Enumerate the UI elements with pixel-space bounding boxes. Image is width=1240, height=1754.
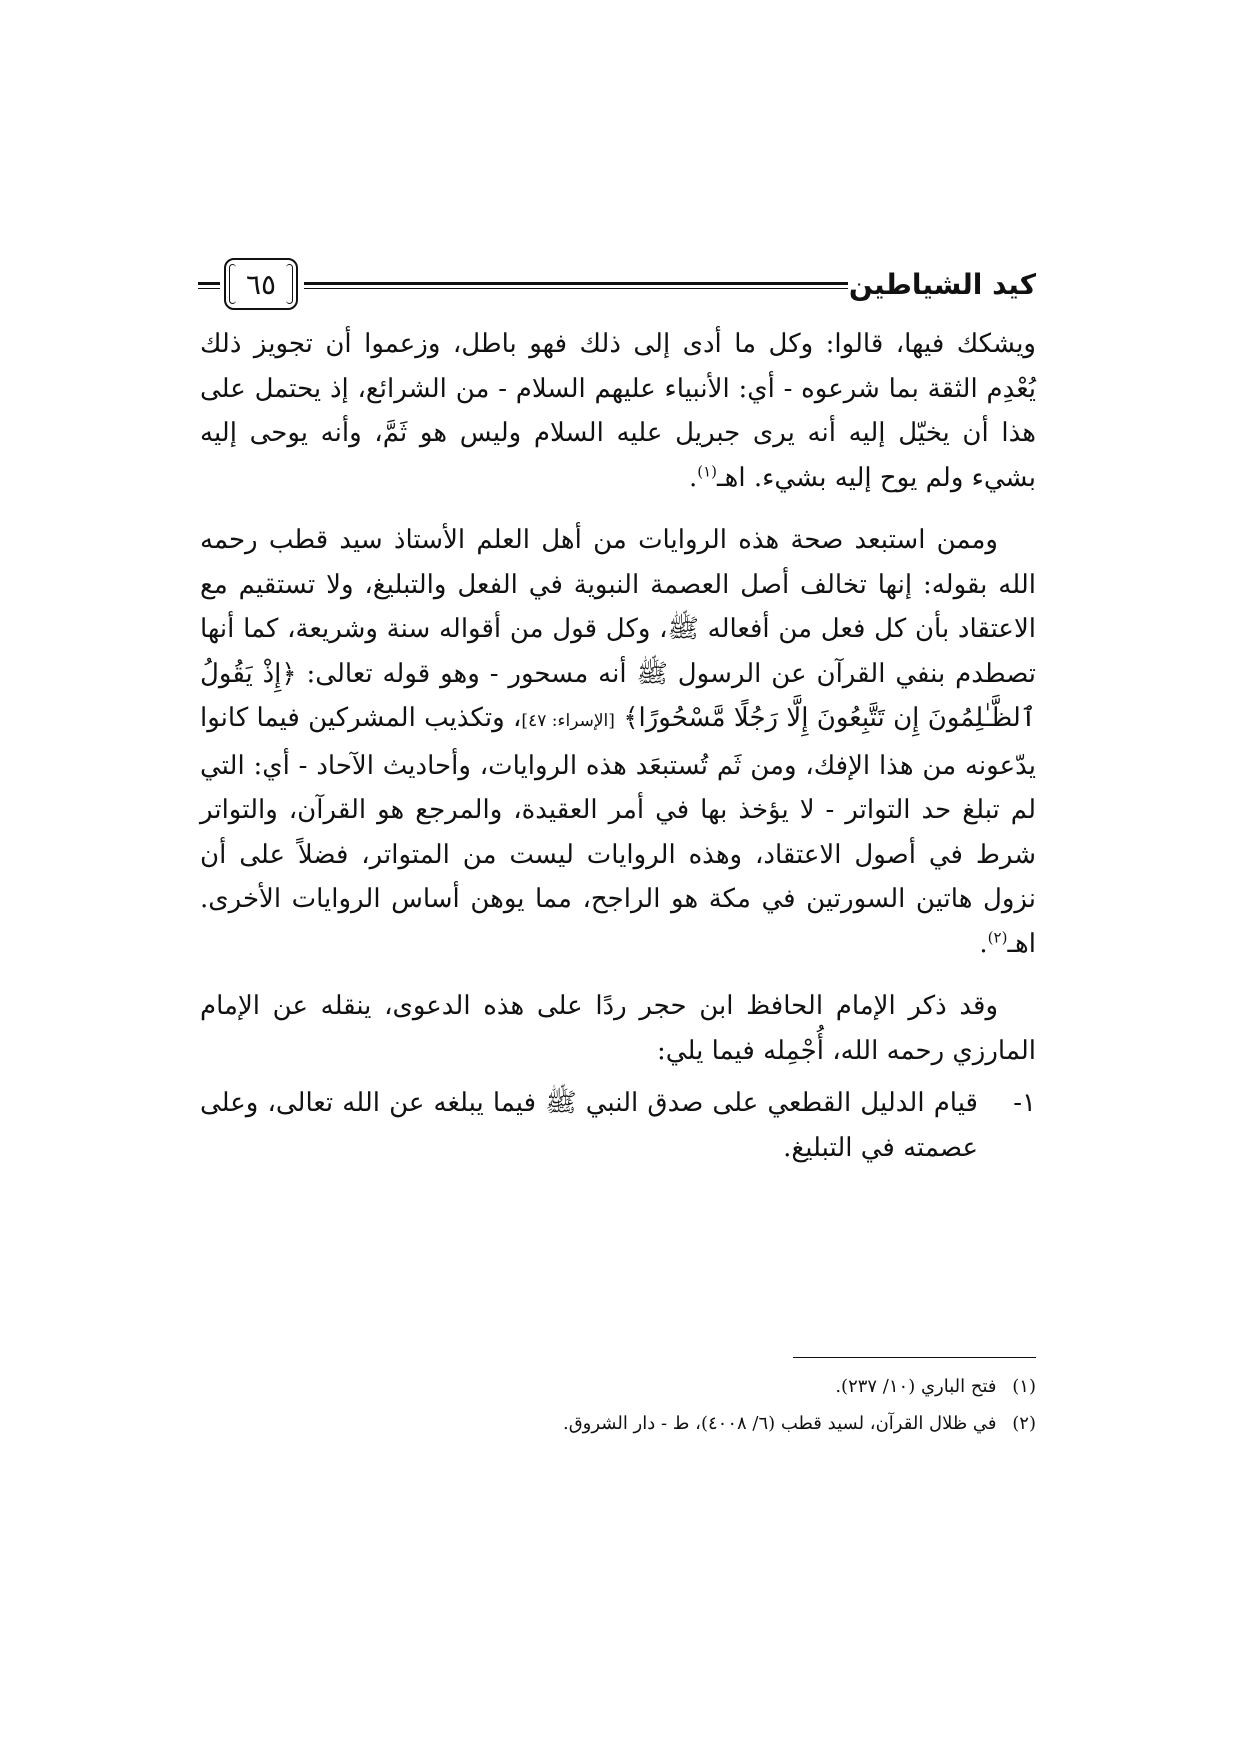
- page-header: [198, 258, 1036, 312]
- paragraph-gap: [200, 966, 1036, 984]
- paragraph-2-text-a: وممن استبعد صحة هذه الروايات من أهل العلم الأستاذ سيد قطب رحمه الله بقوله: إنها تخالف أصل العصمة النبوية في الفعل والتبليغ، ولا تستقيم مع الاعتقاد بأن كل فعل من أفعاله ﷺ، وكل قول من أقواله سنة وشريعة، كما أنها تصطدم بنفي القرآن عن الرسول ﷺ أنه مسحور - وهو قوله تعالى: ﴿إِذْ يَقُولُ ٱلظَّـٰلِمُونَ إِن تَتَّبِعُونَ إِلَّا رَجُلًا مَّسْحُورًا﴾: [200, 525, 1037, 733]
- footnote-separator: [793, 1357, 1036, 1358]
- paragraph-gap: [200, 500, 1036, 518]
- page-number: ٦٥: [245, 267, 277, 301]
- paragraph-1: [200, 322, 1036, 500]
- paragraph-1-text: ويشكك فيها، قالوا: وكل ما أدى إلى ذلك فهو باطل، وزعموا أن تجويز ذلك يُعْدِم الثقة بما شرعوه - أي: الأنبياء عليهم السلام - من الشرائع، إذ يحتمل على هذا أن يخيّل إليه أنه يرى جبريل عليه السلام وليس هو ثَمَّ، وأنه يوحى إليه بشيء ولم يوح إليه بشيء. اهـ: [200, 329, 1036, 493]
- header-rule: [304, 282, 848, 289]
- verse-reference: [الإسراء: ٤٧]: [521, 711, 615, 731]
- footnote-1: [400, 1368, 1036, 1405]
- footnotes: [400, 1368, 1036, 1442]
- main-text: [200, 322, 1036, 1170]
- footnote-text: في ظلال القرآن، لسيد قطب (٦/ ٤٠٠٨)، ط - دار الشروق.: [562, 1413, 997, 1434]
- paragraph-1-end: .: [688, 462, 698, 493]
- page-number-frame: [224, 258, 298, 310]
- book-title: كيد الشياطين: [848, 268, 1036, 301]
- list-item: [200, 1081, 1036, 1170]
- header-rule-end: [198, 282, 220, 289]
- list-item-text: قيام الدليل القطعي على صدق النبي ﷺ فيما يبلغه عن الله تعالى، وعلى عصمته في التبليغ.: [200, 1088, 978, 1163]
- paragraph-2-text-b: ، وتكذيب المشركين فيما كانوا يدّعونه من هذا الإفك، ومن ثَم تُستبعَد هذه الروايات، وأحاديث الآحاد - أي: التي لم تبلغ حد التواتر - لا يؤخذ بها في أمر العقيدة، والمرجع هو القرآن، والتواتر شرط في أصول الاعتقاد، وهذه الروايات ليست من المتواتر، فضلاً على أن نزول هاتين السورتين في مكة هو الراجح، مما يوهن أساس الروايات الأخرى. اهـ: [200, 703, 1036, 959]
- paragraph-3-text: وقد ذكر الإمام الحافظ ابن حجر ردًا على هذه الدعوى، ينقله عن الإمام المارزي رحمه الله، أُجْمِله فيما يلي:: [200, 991, 1036, 1066]
- footnote-number: (٢): [1012, 1413, 1036, 1434]
- list-gap: [200, 1073, 1036, 1081]
- paragraph-3: [200, 984, 1036, 1073]
- paragraph-2: [200, 518, 1036, 966]
- paragraph-2-end: .: [979, 928, 988, 959]
- footnote-marker-2: (٢): [987, 927, 1008, 946]
- list-item-number: ١-: [1013, 1088, 1036, 1118]
- footnote-number: (١): [1012, 1376, 1036, 1397]
- footnote-text: فتح الباري (١٠/ ٢٣٧).: [835, 1376, 997, 1397]
- footnote-marker-1: (١): [697, 461, 718, 480]
- footnote-2: [400, 1405, 1036, 1442]
